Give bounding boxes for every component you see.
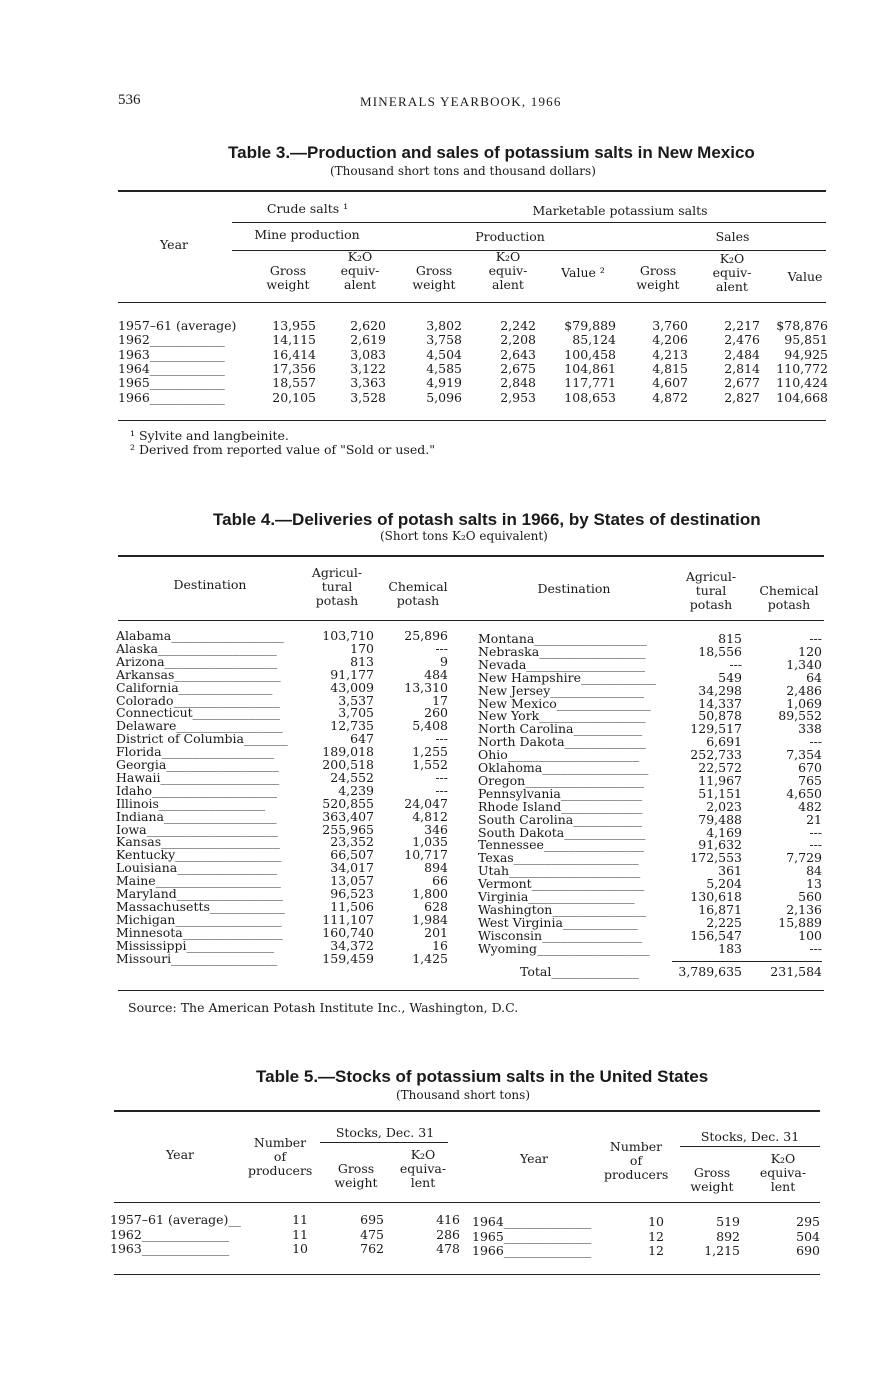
table3-col-gross-weight-2: Gross weight bbox=[412, 263, 456, 292]
table4-state-name: Utah_____________________ bbox=[478, 863, 641, 879]
table5-k2o-value: 504 bbox=[796, 1228, 820, 1244]
table3-cell: 3,122 bbox=[350, 360, 386, 376]
table4-chemical-header-right: Chemical potash bbox=[759, 583, 819, 612]
table4-state-name: Massachusetts____________ bbox=[116, 898, 285, 914]
table4-agricultural-header-left: Agricul-tural potash bbox=[311, 565, 363, 608]
table4-subtitle: (Short tons K₂O equivalent) bbox=[380, 529, 548, 543]
table4-agricultural-header-right: Agricul-tural potash bbox=[685, 569, 737, 612]
table4-state-name: Florida__________________ bbox=[116, 744, 275, 760]
table4-chemical-value: 894 bbox=[424, 860, 448, 876]
table4-title: Table 4.—Deliveries of potash salts in 1966, by States of destination bbox=[213, 510, 761, 529]
table4-state-name: Idaho____________________ bbox=[116, 782, 277, 798]
table4-state-name: District of Columbia_______ bbox=[116, 731, 288, 747]
table4-agricultural-value: 156,547 bbox=[690, 927, 742, 943]
table5-producers-value: 11 bbox=[292, 1226, 308, 1242]
table4-chemical-value: 7,354 bbox=[786, 747, 822, 763]
table4-agricultural-value: 6,691 bbox=[706, 734, 742, 750]
table3-cell: $79,889 bbox=[564, 318, 616, 333]
table3-cell: 17,356 bbox=[272, 360, 316, 376]
table3-sales-header: Sales bbox=[715, 229, 750, 244]
table5-gross-value: 475 bbox=[360, 1226, 384, 1242]
table5-k2o-header-right: K₂O equiva-lent bbox=[759, 1151, 807, 1194]
table3-cell: 3,760 bbox=[652, 318, 688, 333]
table5-row-year: 1957–61 (average)__ bbox=[110, 1212, 241, 1227]
table3-col-value-1: Value ² bbox=[561, 265, 605, 280]
table4-state-name: Alabama__________________ bbox=[116, 628, 284, 643]
table3-cell: 110,772 bbox=[776, 360, 828, 376]
table3-cell: 2,848 bbox=[500, 375, 536, 391]
table4-chemical-value: 4,812 bbox=[412, 808, 448, 824]
table4-chemical-value: 2,136 bbox=[786, 901, 822, 917]
table4-agricultural-value: 79,488 bbox=[698, 811, 742, 827]
table4-state-name: Texas____________________ bbox=[478, 850, 639, 866]
table4-chemical-value: 9 bbox=[440, 653, 448, 669]
table4-state-name: Colorado_________________ bbox=[116, 692, 280, 708]
running-head: MINERALS YEARBOOK, 1966 bbox=[360, 94, 562, 109]
table4-chemical-value: 7,729 bbox=[786, 850, 822, 866]
table4-state-name: Arkansas_________________ bbox=[116, 666, 281, 682]
table4-agricultural-value: 363,407 bbox=[322, 808, 374, 824]
table3-cell: 18,557 bbox=[272, 375, 316, 391]
table4-chemical-value: 15,889 bbox=[778, 914, 822, 930]
table4-agricultural-value: 51,151 bbox=[698, 785, 742, 801]
table4-agricultural-value: 200,518 bbox=[322, 757, 374, 772]
table4-agricultural-value: 14,337 bbox=[698, 695, 742, 711]
table3-footnote-2: ² Derived from reported value of "Sold or used." bbox=[130, 442, 435, 457]
table4-source: Source: The American Potash Institute Inc., Washington, D.C. bbox=[128, 1000, 519, 1015]
table4-destination-header-right: Destination bbox=[537, 581, 611, 596]
table4-agricultural-value: 16,871 bbox=[698, 901, 742, 917]
table4-state-name: California_______________ bbox=[116, 679, 273, 695]
table4-state-name: Wisconsin________________ bbox=[478, 927, 643, 943]
table4-chemical-value: 560 bbox=[798, 889, 822, 904]
table3-cell: 2,242 bbox=[500, 318, 536, 333]
table4-chemical-value: 21 bbox=[806, 811, 822, 827]
table3-cell: 20,105 bbox=[272, 389, 316, 405]
table4-agricultural-value: 159,459 bbox=[322, 950, 374, 966]
table4-agricultural-value: 34,017 bbox=[330, 860, 374, 876]
table4-agricultural-value: 2,225 bbox=[706, 914, 742, 930]
table4-chemical-value: 765 bbox=[798, 772, 822, 788]
table4-chemical-value: --- bbox=[435, 731, 448, 747]
table3-crude-header: Crude salts ¹ bbox=[266, 201, 349, 216]
table3-mine-production-header: Mine production bbox=[254, 227, 360, 242]
table4-agricultural-value: 43,009 bbox=[330, 679, 374, 695]
table5-producers-value: 10 bbox=[648, 1214, 664, 1229]
table3-cell: 2,476 bbox=[724, 332, 760, 348]
table4-agricultural-value: 4,169 bbox=[706, 824, 742, 840]
table4-agricultural-value: 130,618 bbox=[690, 889, 742, 904]
table4-state-name: New Mexico_______________ bbox=[478, 695, 651, 711]
table4-chemical-value: 1,552 bbox=[412, 757, 448, 772]
table4-state-name: Connecticut______________ bbox=[116, 705, 281, 721]
table4-agricultural-value: 91,632 bbox=[698, 837, 742, 853]
table4-total-label: Total______________ bbox=[520, 964, 639, 979]
table4-agricultural-value: 189,018 bbox=[322, 744, 374, 760]
table3-cell: 117,771 bbox=[564, 375, 616, 391]
table4-state-name: Montana__________________ bbox=[478, 631, 647, 646]
table4-state-name: Kansas___________________ bbox=[116, 834, 280, 850]
table5-producers-header-right: Number of producers bbox=[604, 1139, 669, 1182]
table4-state-name: Illinois_________________ bbox=[116, 795, 266, 811]
table4-agricultural-value: 11,506 bbox=[330, 898, 374, 914]
table4-state-name: Virginia_________________ bbox=[478, 889, 635, 904]
table4-chemical-value: 260 bbox=[424, 705, 448, 721]
table4-chemical-value: 120 bbox=[798, 643, 822, 659]
table4-chemical-value: 1,035 bbox=[412, 834, 448, 850]
table5-subtitle: (Thousand short tons) bbox=[396, 1088, 531, 1102]
table3-cell: 2,677 bbox=[724, 375, 760, 391]
table4-agricultural-value: 91,177 bbox=[330, 666, 374, 682]
table4-agricultural-value: 24,552 bbox=[330, 769, 374, 785]
table3-cell: 2,827 bbox=[724, 389, 760, 405]
table4-chemical-value: 4,650 bbox=[786, 785, 822, 801]
table4-agricultural-value: 111,107 bbox=[322, 911, 374, 927]
table3-cell: 104,668 bbox=[776, 389, 828, 405]
table3-cell: 3,802 bbox=[426, 318, 462, 333]
table4-state-name: New York_________________ bbox=[478, 708, 646, 724]
table3-row-year: 1965____________ bbox=[118, 375, 225, 391]
table4-agricultural-value: 18,556 bbox=[698, 643, 742, 659]
table4-chemical-value: 1,255 bbox=[412, 744, 448, 760]
table4-state-name: Rhode Island_____________ bbox=[478, 798, 643, 814]
table4-agricultural-value: 170 bbox=[350, 640, 374, 656]
table4-agricultural-value: 361 bbox=[718, 863, 742, 879]
table3-col-k2o-3: K₂O equiv-alent bbox=[712, 251, 752, 294]
table4-chemical-value: 25,896 bbox=[404, 628, 448, 643]
table4-agricultural-value: 160,740 bbox=[322, 924, 374, 940]
table4-state-name: Indiana__________________ bbox=[116, 808, 277, 824]
table3-cell: 108,653 bbox=[564, 389, 616, 405]
table5-producers-value: 11 bbox=[292, 1212, 308, 1227]
table4-agricultural-value: 4,239 bbox=[338, 782, 374, 798]
table3-cell: 4,815 bbox=[652, 360, 688, 376]
table5-producers-value: 12 bbox=[648, 1243, 664, 1258]
table5-gross-value: 892 bbox=[716, 1228, 740, 1244]
table4-chemical-value: 13,310 bbox=[404, 679, 448, 695]
table5-producers-value: 10 bbox=[292, 1241, 308, 1256]
table4-agricultural-value: 183 bbox=[718, 940, 742, 956]
table5-title: Table 5.—Stocks of potassium salts in the United States bbox=[256, 1067, 709, 1086]
table4-agricultural-value: 11,967 bbox=[698, 772, 742, 788]
table5-row-year: 1964______________ bbox=[472, 1214, 592, 1229]
table5-k2o-value: 416 bbox=[436, 1212, 460, 1227]
table5-producers-value: 12 bbox=[648, 1228, 664, 1244]
table3-cell: 4,585 bbox=[426, 360, 462, 376]
table4-chemical-value: 13 bbox=[806, 876, 822, 892]
table3-cell: 4,504 bbox=[426, 346, 462, 362]
table3-cell: 14,115 bbox=[272, 332, 316, 348]
table3-cell: 3,758 bbox=[426, 332, 462, 348]
table5-stocks-header-right: Stocks, Dec. 31 bbox=[700, 1129, 800, 1144]
table4-chemical-value: 2,486 bbox=[786, 682, 822, 698]
table3-col-value-2: Value bbox=[787, 269, 823, 284]
table4-chemical-value: --- bbox=[435, 769, 448, 785]
table3-cell: 4,206 bbox=[652, 332, 688, 348]
table4-chemical-value: 16 bbox=[432, 937, 448, 953]
table3-cell: 4,607 bbox=[652, 375, 688, 391]
table3-cell: 104,861 bbox=[564, 360, 616, 376]
table3-cell: 4,919 bbox=[426, 375, 462, 391]
table3-col-k2o-1: K₂O equiv-alent bbox=[340, 249, 380, 292]
table4-state-name: Oklahoma_________________ bbox=[478, 760, 649, 775]
table4-state-name: Maryland_________________ bbox=[116, 886, 284, 901]
table3-col-k2o-2: K₂O equiv-alent bbox=[488, 249, 528, 292]
table3-marketable-header: Marketable potassium salts bbox=[532, 203, 708, 218]
table5-stocks-header-left: Stocks, Dec. 31 bbox=[335, 1125, 435, 1140]
table5-k2o-value: 478 bbox=[436, 1241, 460, 1256]
table4-agricultural-value: 96,523 bbox=[330, 886, 374, 901]
table4-state-name: Georgia__________________ bbox=[116, 757, 279, 772]
table4-chemical-value: 1,984 bbox=[412, 911, 448, 927]
table4-chemical-value: 64 bbox=[806, 669, 822, 685]
table4-agricultural-value: 129,517 bbox=[690, 721, 742, 737]
table5-gross-header-left: Gross weight bbox=[334, 1161, 378, 1190]
table4-agricultural-value: 3,705 bbox=[338, 705, 374, 721]
table4-state-name: Louisiana________________ bbox=[116, 860, 278, 876]
table5-gross-value: 695 bbox=[360, 1212, 384, 1227]
table4-agricultural-value: 172,553 bbox=[690, 850, 742, 866]
table3-cell: 2,814 bbox=[724, 360, 760, 376]
table4-chemical-value: 1,069 bbox=[786, 695, 822, 711]
table4-chemical-value: 1,425 bbox=[412, 950, 448, 966]
table4-chemical-header-left: Chemical potash bbox=[388, 579, 448, 608]
table3-cell: 16,414 bbox=[272, 346, 316, 362]
table4-agricultural-value: 255,965 bbox=[322, 821, 374, 837]
table4-state-name: Mississippi______________ bbox=[116, 937, 274, 953]
table3-row-year: 1957–61 (average) bbox=[118, 318, 237, 333]
table3-cell: 2,484 bbox=[724, 346, 760, 362]
table4-chemical-value: 1,340 bbox=[786, 656, 822, 672]
table5-year-header-right: Year bbox=[520, 1151, 548, 1166]
table4-agricultural-value: 103,710 bbox=[322, 628, 374, 643]
table5-gross-value: 519 bbox=[716, 1214, 740, 1229]
table4-state-name: Iowa_____________________ bbox=[116, 821, 278, 837]
table4-chemical-value: 17 bbox=[432, 692, 448, 708]
table5-k2o-header-left: K₂O equiva-lent bbox=[399, 1147, 447, 1190]
table5-row-year: 1965______________ bbox=[472, 1228, 592, 1244]
table4-chemical-value: 24,047 bbox=[404, 795, 448, 811]
table4-state-name: Oregon___________________ bbox=[478, 772, 644, 788]
table3-cell: 3,528 bbox=[350, 389, 386, 405]
table4-agricultural-value: 12,735 bbox=[330, 718, 374, 734]
table4-agricultural-value: 50,878 bbox=[698, 708, 742, 724]
table3-production-header: Production bbox=[475, 229, 545, 244]
table4-agricultural-value: 2,023 bbox=[706, 798, 742, 814]
table4-agricultural-value: 66,507 bbox=[330, 847, 374, 863]
table5-gross-value: 762 bbox=[360, 1241, 384, 1256]
table5-producers-header-left: Number of producers bbox=[248, 1135, 313, 1178]
table4-chemical-value: 338 bbox=[798, 721, 822, 737]
table4-agricultural-value: --- bbox=[729, 656, 742, 672]
table4-destination-header-left: Destination bbox=[173, 577, 247, 592]
table4-state-name: Washington_______________ bbox=[478, 901, 647, 917]
table4-agricultural-value: 813 bbox=[350, 653, 374, 669]
table4-chemical-value: --- bbox=[809, 631, 822, 646]
table3-year-header: Year bbox=[160, 237, 188, 252]
table5-k2o-value: 286 bbox=[436, 1226, 460, 1242]
table3-cell: 2,675 bbox=[500, 360, 536, 376]
table3-cell: 2,208 bbox=[500, 332, 536, 348]
table3-cell: 85,124 bbox=[572, 332, 616, 348]
page-number: 536 bbox=[118, 92, 141, 108]
table4-state-name: Michigan_________________ bbox=[116, 911, 282, 927]
table3-cell: 2,643 bbox=[500, 346, 536, 362]
table4-agricultural-value: 5,204 bbox=[706, 876, 742, 892]
table4-chemical-value: 10,717 bbox=[404, 847, 448, 863]
table4-state-name: Nevada___________________ bbox=[478, 656, 646, 672]
table4-state-name: New Jersey_______________ bbox=[478, 682, 645, 698]
table4-chemical-value: --- bbox=[809, 734, 822, 750]
table4-state-name: West Virginia____________ bbox=[478, 914, 638, 930]
table3-cell: 94,925 bbox=[784, 346, 828, 362]
table4-chemical-value: 84 bbox=[806, 863, 822, 879]
table3-cell: 100,458 bbox=[564, 346, 616, 362]
table4-chemical-value: 484 bbox=[424, 666, 448, 682]
table4-agricultural-value: 22,572 bbox=[698, 760, 742, 775]
table4-chemical-value: --- bbox=[435, 640, 448, 656]
table5-gross-value: 1,215 bbox=[704, 1243, 740, 1258]
table3-cell: 4,872 bbox=[652, 389, 688, 405]
table4-chemical-value: 100 bbox=[798, 927, 822, 943]
table4-agricultural-value: 252,733 bbox=[690, 747, 742, 763]
table4-agricultural-value: 815 bbox=[718, 631, 742, 646]
table4-agricultural-value: 13,057 bbox=[330, 873, 374, 889]
table3-cell: 110,424 bbox=[776, 375, 828, 391]
table4-state-name: Hawaii___________________ bbox=[116, 769, 280, 785]
table3-cell: 2,217 bbox=[724, 318, 760, 333]
table4-agricultural-value: 647 bbox=[350, 731, 374, 747]
table3-row-year: 1963____________ bbox=[118, 346, 225, 362]
table4-state-name: Vermont__________________ bbox=[478, 876, 645, 892]
table4-state-name: Pennsylvania_____________ bbox=[478, 785, 643, 801]
table4-chemical-value: 482 bbox=[798, 798, 822, 814]
table3-cell: 95,851 bbox=[784, 332, 828, 348]
table4-state-name: Minnesota________________ bbox=[116, 924, 283, 940]
table3-cell: 5,096 bbox=[426, 389, 462, 405]
table5-k2o-value: 690 bbox=[796, 1243, 820, 1258]
table3-row-year: 1966____________ bbox=[118, 389, 225, 405]
table4-chemical-value: 1,800 bbox=[412, 886, 448, 901]
table4-state-name: Nebraska_________________ bbox=[478, 643, 646, 659]
table4-chemical-value: 5,408 bbox=[412, 718, 448, 734]
table4-state-name: Arizona__________________ bbox=[116, 653, 278, 669]
table4-chemical-value: 670 bbox=[798, 760, 822, 775]
table3-cell: 13,955 bbox=[272, 318, 316, 333]
table4-state-name: New Hampshire____________ bbox=[478, 669, 657, 685]
table5-row-year: 1962______________ bbox=[110, 1226, 230, 1242]
table4-state-name: Tennessee________________ bbox=[478, 837, 644, 853]
table5-year-header-left: Year bbox=[166, 1147, 194, 1162]
table3-subtitle: (Thousand short tons and thousand dollars) bbox=[330, 164, 596, 178]
table4-chemical-value: --- bbox=[435, 782, 448, 798]
table3-cell: 2,619 bbox=[350, 332, 386, 348]
table4-state-name: North Dakota_____________ bbox=[478, 734, 646, 750]
table3-title: Table 3.—Production and sales of potassium salts in New Mexico bbox=[228, 143, 755, 162]
table4-state-name: Maine____________________ bbox=[116, 873, 281, 889]
table4-chemical-value: 201 bbox=[424, 924, 448, 940]
table3-row-year: 1962____________ bbox=[118, 332, 225, 348]
table4-chemical-value: 89,552 bbox=[778, 708, 822, 724]
table4-state-name: Wyoming__________________ bbox=[478, 940, 650, 956]
table3-cell: $78,876 bbox=[776, 318, 828, 333]
table4-state-name: Alaska___________________ bbox=[116, 640, 277, 656]
table4-agricultural-value: 3,537 bbox=[338, 692, 374, 708]
table3-col-gross-weight-3: Gross weight bbox=[636, 263, 680, 292]
table4-state-name: Ohio_____________________ bbox=[478, 747, 640, 763]
table3-cell: 4,213 bbox=[652, 346, 688, 362]
table3-cell: 3,363 bbox=[350, 375, 386, 391]
table3-row-year: 1964____________ bbox=[118, 360, 225, 376]
table4-state-name: Kentucky_________________ bbox=[116, 847, 282, 863]
table4-chemical-value: --- bbox=[809, 824, 822, 840]
table3-footnote-1: ¹ Sylvite and langbeinite. bbox=[130, 428, 289, 443]
table4-chemical-value: 346 bbox=[424, 821, 448, 837]
table4-chemical-value: --- bbox=[809, 837, 822, 853]
table4-agricultural-value: 549 bbox=[718, 669, 742, 685]
table4-total-chemical: 231,584 bbox=[770, 964, 822, 979]
table4-agricultural-value: 23,352 bbox=[330, 834, 374, 850]
table3-col-gross-weight-1: Gross weight bbox=[266, 263, 310, 292]
table4-chemical-value: --- bbox=[809, 940, 822, 956]
table4-agricultural-value: 34,372 bbox=[330, 937, 374, 953]
table3-cell: 2,620 bbox=[350, 318, 386, 333]
table4-state-name: North Carolina___________ bbox=[478, 721, 643, 737]
table5-gross-header-right: Gross weight bbox=[690, 1165, 734, 1194]
table4-agricultural-value: 520,855 bbox=[322, 795, 374, 811]
table4-state-name: South Dakota_____________ bbox=[478, 824, 646, 840]
table4-state-name: South Carolina___________ bbox=[478, 811, 642, 827]
table4-state-name: Delaware_________________ bbox=[116, 718, 283, 734]
table4-chemical-value: 66 bbox=[432, 873, 448, 889]
table4-chemical-value: 628 bbox=[424, 898, 448, 914]
table5-row-year: 1966______________ bbox=[472, 1243, 592, 1258]
table3-cell: 2,953 bbox=[500, 389, 536, 405]
table4-agricultural-value: 34,298 bbox=[698, 682, 742, 698]
table3-cell: 3,083 bbox=[350, 346, 386, 362]
table5-k2o-value: 295 bbox=[796, 1214, 820, 1229]
table4-total-agricultural: 3,789,635 bbox=[678, 964, 742, 979]
table5-row-year: 1963______________ bbox=[110, 1241, 230, 1256]
table4-state-name: Missouri_________________ bbox=[116, 950, 278, 966]
